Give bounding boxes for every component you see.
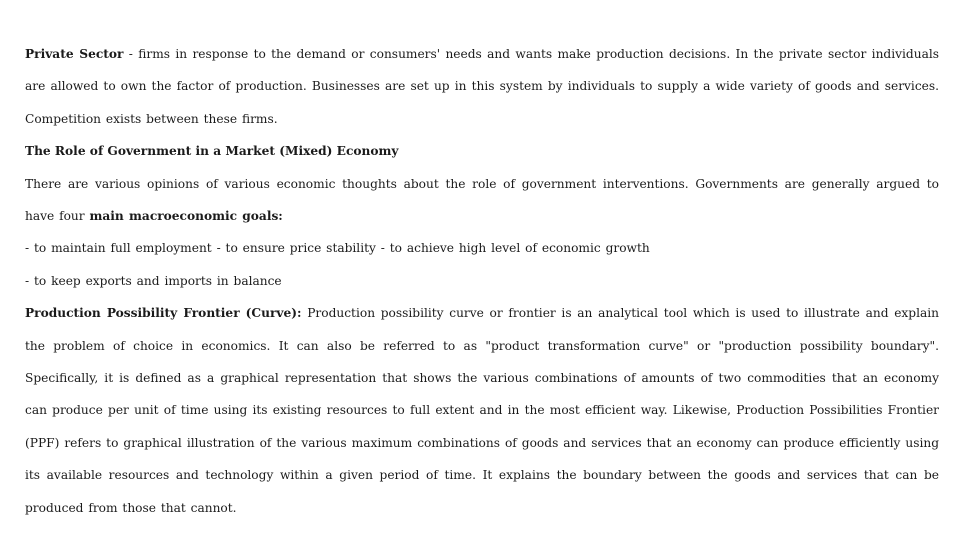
goals-line-2: - to keep exports and imports in balance	[25, 273, 282, 288]
private-sector-text: - firms in response to the demand or consumers' needs and wants make production decisions. In the private sector individuals are allowed to own the factor of production. Businesses are set up in this system by individuals to supply a wide variety of goods and services. Competition exists between these firms.	[25, 47, 939, 126]
goals-line-1: - to maintain full employment - to ensure price stability - to achieve high level of economic growth	[25, 241, 650, 256]
role-of-government-heading: The Role of Government in a Market (Mixed) Economy	[25, 144, 399, 159]
ppf-lead: Production Possibility Frontier (Curve):	[25, 306, 302, 321]
private-sector-paragraph	[25, 38, 939, 135]
private-sector-lead: Private Sector	[25, 47, 124, 61]
macroeconomic-goals-phrase: main macroeconomic goals:	[89, 209, 283, 224]
ppf-paragraph	[25, 297, 939, 524]
role-of-government-paragraph	[25, 168, 939, 233]
role-of-government-text: There are various opinions of various economic thoughts about the role of government interventions. Governments are generally argued to have four	[25, 176, 939, 224]
ppf-text: Production possibility curve or frontier is an analytical tool which is used to illustrate and explain the problem of choice in economics. It can also be referred to as "product transformation curve" or "production possibility boundary". Specifically, it is defined as a graphical representation that shows the various combinations of amounts of two commodities that an economy can produce per unit of time using its existing resources to full extent and in the most efficient way. Likewise, Production Possibilities Frontier (PPF) refers to graphical illustration of the various maximum combinations of goods and services that an economy can produce efficiently using its available resources and technology within a given period of time. It explains the boundary between the goods and services that can be produced from those that cannot.	[25, 306, 939, 515]
document-page	[25, 38, 939, 524]
